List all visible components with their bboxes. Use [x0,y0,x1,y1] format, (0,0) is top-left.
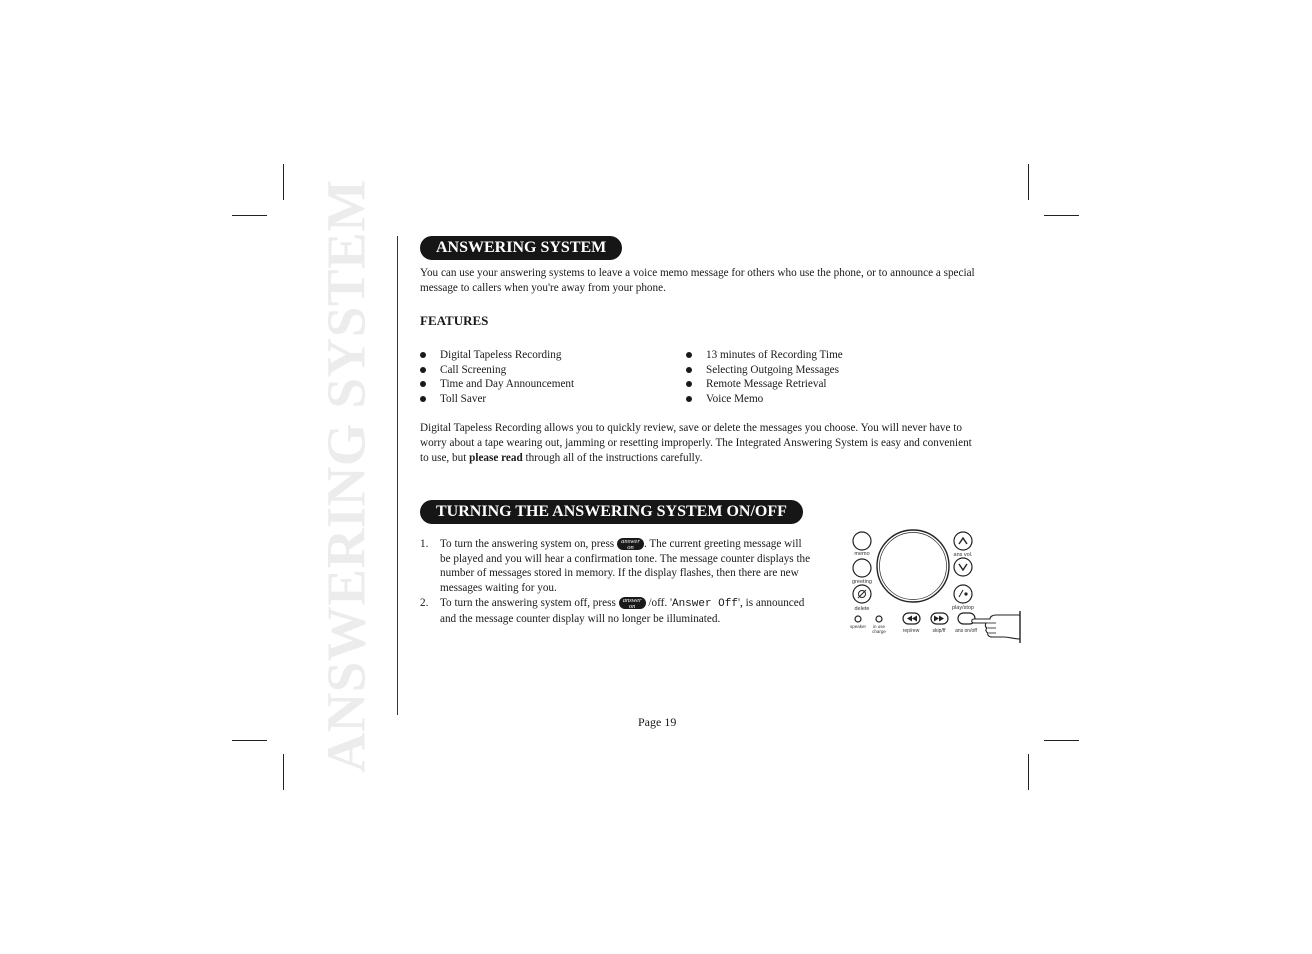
rewind-icon [912,616,917,622]
list-item: Time and Day Announcement [420,377,574,392]
step-text: ', is announced and the message counter display will no longer be illuminated. [440,596,805,625]
step-text: . The current greeting message will be played and you will hear a confirmation tone. The message counter displays the number of messages stored in memory. If the display flashes, then there are new messages waiting for you. [440,538,811,595]
crop-mark [1028,164,1029,200]
step-item [420,537,812,596]
list-item: Digital Tapeless Recording [420,348,574,363]
side-title-text: ANSWERING SYSTEM [315,179,377,773]
memo-button [853,532,871,550]
in-use-label: in use [872,624,886,629]
step-item [420,596,812,626]
answer-on-button-icon: answer on [619,597,646,609]
crop-mark [1044,740,1079,741]
answer-on-button-icon: answer on [617,538,644,550]
body-text: through all of the instructions carefully. [522,452,703,464]
steps-list [420,537,812,626]
section-heading-on-off: TURNING THE ANSWERING SYSTEM ON/OFF [420,500,803,524]
step-text: /off. ' [645,596,672,609]
rewind-icon [907,616,912,622]
ans-vol-label: ans vol. [953,552,973,558]
step-text: To turn the answering system on, press [440,538,617,550]
body-text: Digital Tapeless Recording allows you to quickly review, save or delete the messages you choose. You will never have to worry about a tape wearing out, jamming or resetting improperly. The Integrated Answering System is easy and convenient to use, but [420,422,972,464]
list-item: 13 minutes of Recording Time [686,348,843,363]
play-stop-button [954,585,972,603]
list-item: Selecting Outgoing Messages [686,363,843,378]
side-rule [397,236,398,715]
list-item: Toll Saver [420,392,574,407]
crop-mark [283,754,284,790]
step-number: 1. [420,538,429,550]
step-number: 2. [420,596,429,609]
body-emphasis: please read [469,452,523,464]
fast-forward-icon [939,616,944,622]
speaker-indicator-icon [855,616,861,622]
features-label: FEATURES [420,313,489,328]
speaker-grille [880,533,947,600]
section-heading-answering-system: ANSWERING SYSTEM [420,236,622,260]
volume-up-button [954,532,972,550]
features-list-left [420,348,574,407]
memo-label: memo [854,551,870,557]
pointing-hand-icon [972,615,1020,639]
volume-down-button [954,558,972,576]
fast-forward-icon [934,616,939,622]
greeting-label: greeting [852,579,872,585]
play-stop-icon [959,590,963,597]
crop-mark [232,215,267,216]
intro-paragraph: You can use your answering systems to leave a voice memo message for others who use the phone, or to announce a special message to callers when you're away from your phone. [420,267,975,294]
play-stop-label: play/stop [951,605,975,611]
speaker-grille [877,530,949,602]
step-text: To turn the answering system off, press [440,596,619,609]
crop-mark [283,164,284,200]
features-list-right [686,348,843,407]
side-title [315,179,377,773]
greeting-button [853,559,871,577]
crop-mark [1044,215,1079,216]
list-item: Call Screening [420,363,574,378]
announcement-text: Answer Off [671,597,738,610]
control-panel-illustration [846,525,1022,647]
ans-on-off-label: ans on/off [955,628,977,634]
page-number: Page 19 [638,715,677,729]
crop-mark [1028,754,1029,790]
skip-ff-label: skip/ff [932,628,946,634]
chevron-up-icon [959,538,967,544]
delete-label: delete [854,606,870,612]
chevron-down-icon [959,564,967,570]
crop-mark [232,740,267,741]
play-stop-icon [964,592,967,595]
in-use-indicator-icon [876,616,882,622]
charge-label: charge [872,629,886,634]
speaker-label: speaker [849,624,867,629]
rep-rew-label: rep/rew [902,628,920,634]
body-paragraph [420,421,980,466]
list-item: Voice Memo [686,392,843,407]
list-item: Remote Message Retrieval [686,377,843,392]
